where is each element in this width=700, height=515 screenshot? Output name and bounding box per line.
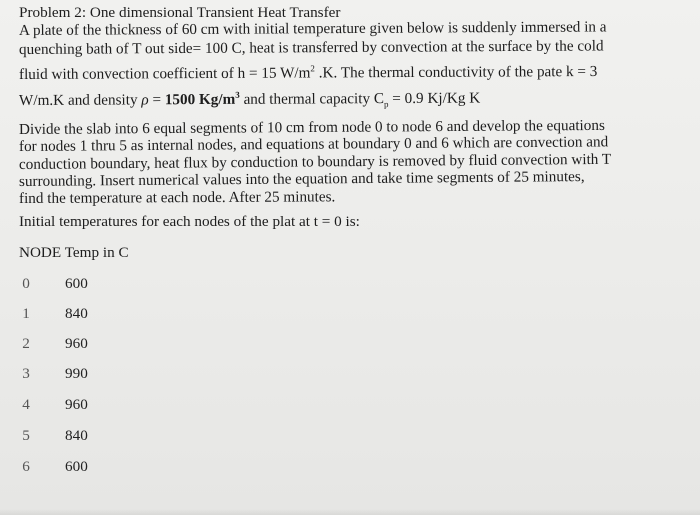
node-temperature: 990 (65, 365, 88, 382)
node-number: 5 (22, 427, 30, 444)
node-temperature: 840 (65, 305, 88, 322)
node-number: 2 (22, 335, 30, 352)
paragraph1-line3: fluid with convection coefficient of h = 15 $W/m^2$ .K. The thermal conductivity of the pate k = 3 (18, 62, 598, 83)
node-temperature: 960 (65, 396, 88, 413)
page-bottom-shadow (0, 509, 700, 515)
paragraph1-line4: W/m.K and density ρ = 1500 $Kg/m^3$ and thermal capacity $C_p = 0.9$ Kj/Kg K (18, 89, 481, 110)
node-temperature: 600 (65, 458, 88, 475)
paragraph1-line1: A plate of the thickness of 60 cm with initial temperature given below is suddenly immersed in a (18, 18, 607, 39)
node-temperature: 600 (65, 275, 88, 292)
paragraph2-line1: Divide the slab into 6 equal segments of 10 cm from node 0 to node 6 and develop the equations (18, 116, 605, 138)
node-table-header: NODE Temp in C (19, 244, 129, 261)
paragraph1-line2: quenching bath of T out side= 100 C, heat is transferred by convection at the surface by the cold (18, 37, 604, 58)
node-number: 4 (22, 396, 30, 413)
paragraph2-line2: for nodes 1 thru 5 as internal nodes, and equations at boundary 0 and 6 which are convection and (18, 133, 609, 155)
node-number: 1 (22, 305, 30, 322)
node-temperature: 840 (65, 427, 88, 444)
paragraph2-line4: surrounding. Insert numerical values into the equation and take time segments of 25 minutes, (18, 168, 585, 190)
problem-title: Problem 2: One dimensional Transient Heat Transfer (19, 4, 341, 21)
node-number: 6 (22, 458, 30, 475)
node-number: 3 (22, 365, 30, 382)
node-number: 0 (22, 275, 30, 292)
node-temperature: 960 (65, 335, 88, 352)
paragraph2-line3: conduction boundary, heat flux by conduction to boundary is removed by fluid convection with T (18, 150, 612, 173)
initial-temperatures-line: Initial temperatures for each nodes of the plat at t = 0 is: (19, 213, 360, 230)
paragraph2-line5: find the temperature at each node. After 25 minutes. (18, 188, 336, 207)
